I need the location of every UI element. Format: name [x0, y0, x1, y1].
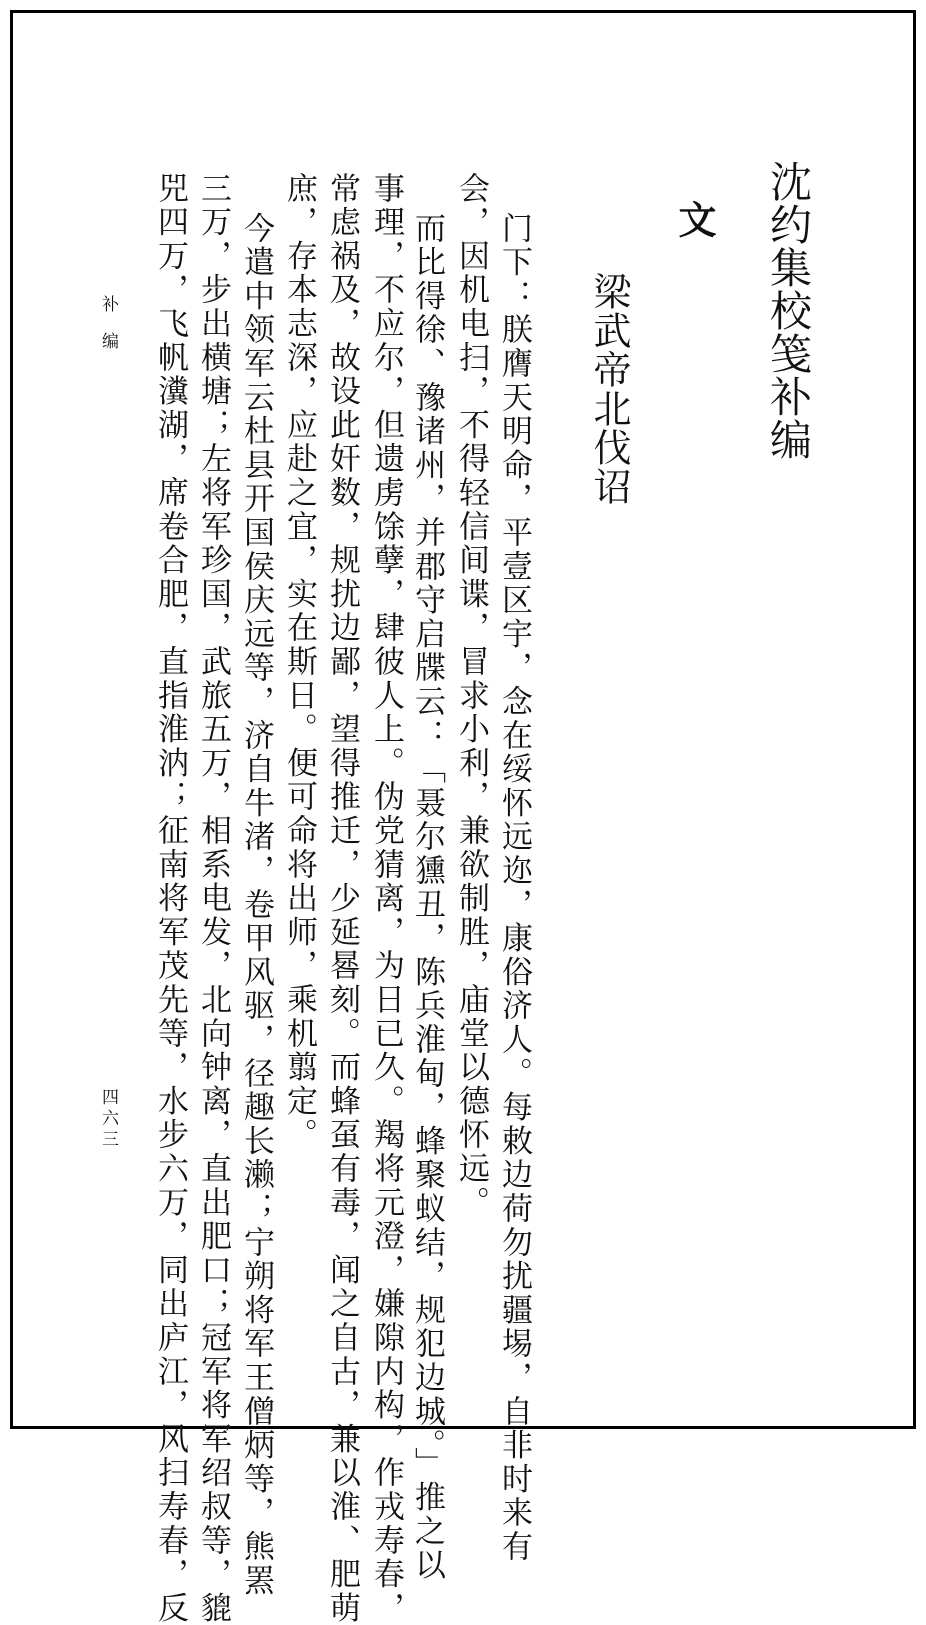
page-number: 四六三: [98, 1088, 118, 1151]
body-line: 常虑祸及，故设此奸数，规扰边鄙，望得推迁，少延晷刻。而蜂虿有毒，闻之自古，兼以淮、肥萌: [324, 172, 360, 1625]
body-line: 三万，步出横塘；左将军珍国，武旅五万，相系电发，北向钟离，直出肥口；冠军将军绍叔等，貔: [195, 172, 231, 1625]
book-title: 沈约集校笺补编: [764, 160, 813, 461]
body-line: 而比得徐、豫诸州，并郡守启牒云：「聂尔獯丑，陈兵淮甸，蜂聚蚁结，规犯边城。」推之以: [409, 212, 445, 1583]
article-title: 梁武帝北伐诏: [587, 272, 631, 506]
body-line: 门下：朕膺天明命，平壹区宇，念在绥怀远迩，康俗济人。每敕边荷勿扰疆埸，自非时来有: [496, 212, 532, 1564]
body-line: 今遣中领军云杜县开国侯庆远等，济自牛渚，卷甲风驱，径趣长濑；宁朔将军王僧炳等，熊罴: [238, 212, 274, 1598]
side-label: 补编: [98, 295, 118, 369]
section-title: 文: [672, 200, 717, 238]
body-line: 事理，不应尔，但遗虏馀孽，肆彼人上。伪党猜离，为日已久。羯将元澄，嫌隙内构，作戎寿春，: [368, 172, 404, 1625]
body-line: 庶，存本志深，应赴之宜，实在斯日。便可命将出师，乘机翦定。: [281, 172, 317, 1153]
body-line: 会，因机电扫，不得轻信间谍，冒求小利，兼欲制胜，庙堂以德怀远。: [453, 172, 489, 1220]
body-line: 兕四万，飞帆瀵湖，席卷合肥，直指淮汭；征南将军茂先等，水步六万，同出庐江，风扫寿春，反: [152, 172, 188, 1625]
